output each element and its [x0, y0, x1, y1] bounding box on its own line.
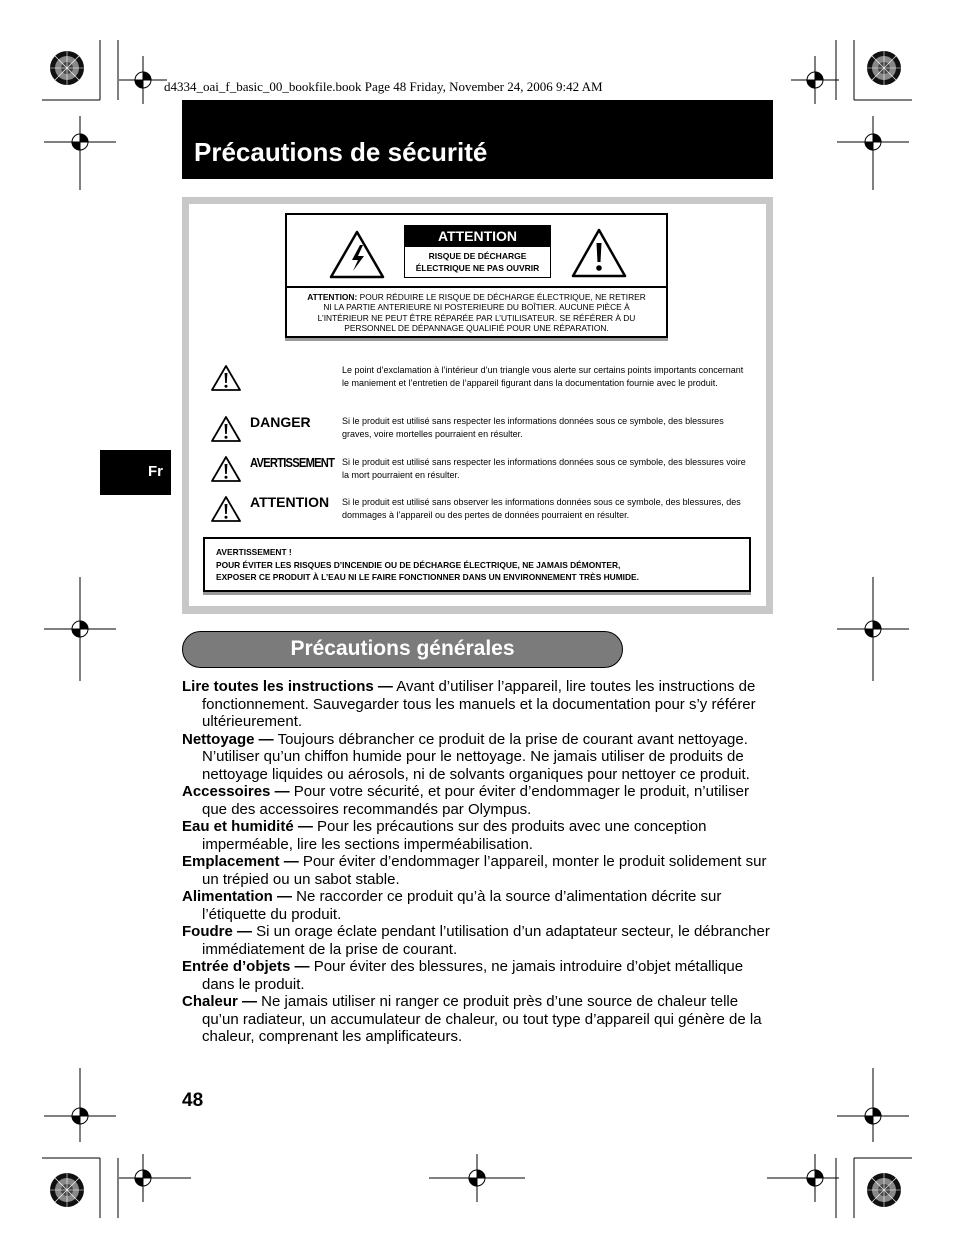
- caution-line-4: PERSONNEL DE DÉPANNAGE QUALIFIÉ POUR UNE RÉPARATION.: [344, 323, 609, 334]
- avertissement-label: AVERTISSEMENT: [250, 455, 335, 470]
- list-item: [182, 888, 774, 923]
- item-text: Si un orage éclate pendant l’utilisation d’un adaptateur secteur, le débrancher immédiatement de la prise de courant.: [202, 923, 770, 958]
- attention-badge: [404, 225, 551, 278]
- item-text: Ne raccorder ce produit qu’à la source d’alimentation décrite sur l’étiquette du produit.: [202, 888, 722, 923]
- item-text: Toujours débrancher ce produit de la prise de courant avant nettoyage. N’utiliser qu’un chiffon humide pour le nettoyage. Ne jamais utiliser de produits de nettoyage liquides ou aérosols, ni de solvants organiques pour nettoyer ce produit.: [202, 730, 750, 783]
- item-term: Eau et humidité —: [182, 818, 313, 835]
- exclamation-triangle-icon: [210, 415, 242, 443]
- list-item: [182, 958, 774, 993]
- item-term: Lire toutes les instructions —: [182, 678, 393, 695]
- language-tab: [100, 450, 171, 495]
- attention-badge-subtitle: [405, 247, 550, 274]
- item-text: Avant d’utiliser l’appareil, lire toutes les instructions de fonctionnement. Sauvegarder tous les manuels et la documentation pour s’y référer ultérieurement.: [202, 678, 756, 730]
- title-bar: [182, 100, 773, 179]
- list-item: [182, 783, 774, 818]
- item-term: Chaleur —: [182, 993, 258, 1010]
- caution-text: [291, 292, 662, 334]
- caution-label: ATTENTION:: [307, 292, 358, 302]
- item-term: Alimentation —: [182, 888, 293, 905]
- list-item: [182, 731, 774, 784]
- badge-line-2: ÉLECTRIQUE NE PAS OUVRIR: [415, 263, 540, 273]
- divider: [287, 286, 666, 288]
- item-term: Entrée d’objets —: [182, 958, 310, 975]
- caution-line-2: NI LA PARTIE ANTERIEURE NI POSTERIEURE DU BOÎTIER. AUCUNE PIÈCE À: [323, 302, 630, 313]
- precautions-list: [182, 678, 774, 1046]
- page-number: 48: [182, 1090, 204, 1111]
- item-text: Pour les précautions sur des produits avec une conception imperméable, lire les sections imperméabilisation.: [202, 818, 707, 853]
- item-text: Pour votre sécurité, et pour éviter d’endommager le produit, n’utiliser que des accessoires recommandés par Olympus.: [202, 783, 749, 818]
- warning-line-2: POUR ÉVITER LES RISQUES D’INCENDIE OU DE DÉCHARGE ÉLECTRIQUE, NE JAMAIS DÉMONTER,: [216, 559, 621, 570]
- exclamation-triangle-icon: [210, 455, 242, 483]
- warning-box: [203, 537, 751, 592]
- warning-line-1: AVERTISSEMENT !: [216, 547, 292, 557]
- symbol-description: Le point d’exclamation à l’intérieur d’un triangle vous alerte sur certains points importants concernant le maniement et l’entretien de l’appareil figurant dans la documentation fournie avec le produit.: [342, 365, 744, 388]
- box-shadow: [203, 592, 751, 595]
- symbol-description: Si le produit est utilisé sans respecter les informations données sous ce symbole, des blessures graves, voire mortelles pourraient en résulter.: [342, 416, 724, 439]
- attention-badge-title: ATTENTION: [405, 226, 550, 247]
- box-shadow: [285, 338, 668, 341]
- item-term: Nettoyage —: [182, 730, 274, 748]
- danger-label: DANGER: [250, 414, 311, 430]
- item-text: Pour éviter d’endommager l’appareil, monter le produit solidement sur un trépied ou un sabot stable.: [202, 853, 767, 888]
- list-item: [182, 678, 774, 731]
- list-item: [182, 923, 774, 958]
- symbol-description: Si le produit est utilisé sans observer les informations données sous ce symbole, des blessures, des dommages à l’appareil ou des pertes de données pourraient en résulter.: [342, 497, 741, 520]
- caution-line-1: POUR RÉDUIRE LE RISQUE DE DÉCHARGE ÉLECTRIQUE, NE RETIRER: [359, 292, 646, 302]
- electric-caution-box: [285, 213, 668, 338]
- section-header: [182, 631, 623, 668]
- list-item: [182, 993, 774, 1046]
- list-item: [182, 818, 774, 853]
- symbol-description: Si le produit est utilisé sans respecter les informations données sous ce symbole, des blessures voire la mort pourraient en résulter.: [342, 457, 746, 480]
- file-header: d4334_oai_f_basic_00_bookfile.book Page 48 Friday, November 24, 2006 9:42 AM: [164, 79, 603, 94]
- warning-text: [216, 546, 743, 584]
- attention-label: ATTENTION: [250, 494, 330, 510]
- item-term: Foudre —: [182, 923, 252, 940]
- exclamation-triangle-icon: [571, 227, 627, 279]
- caution-line-3: L’INTÉRIEUR NE PEUT ÊTRE RÉPARÉE PAR L’UTILISATEUR. SE RÉFÉRER À DU: [317, 312, 636, 323]
- exclamation-triangle-icon: [210, 495, 242, 523]
- item-text: Pour éviter des blessures, ne jamais introduire d’objet métallique dans le produit.: [202, 958, 744, 993]
- item-term: Emplacement —: [182, 853, 299, 870]
- list-item: [182, 853, 774, 888]
- warning-line-3: EXPOSER CE PRODUIT À L’EAU NI LE FAIRE FONCTIONNER DANS UN ENVIRONNEMENT TRÈS HUMIDE.: [216, 572, 639, 582]
- language-tab-label: Fr: [148, 463, 163, 480]
- item-term: Accessoires —: [182, 783, 290, 800]
- exclamation-triangle-icon: [210, 364, 242, 392]
- page-title: Précautions de sécurité: [194, 137, 488, 167]
- lightning-triangle-icon: [329, 229, 385, 279]
- section-title: Précautions générales: [290, 637, 515, 660]
- badge-line-1: RISQUE DE DÉCHARGE: [428, 251, 527, 261]
- item-text: Ne jamais utiliser ni ranger ce produit près d’une source de chaleur telle qu’un radiateur, un accumulateur de chaleur, ou tout type d’appareil qui génère de la chaleur, comprenant les amplificateurs.: [202, 993, 762, 1045]
